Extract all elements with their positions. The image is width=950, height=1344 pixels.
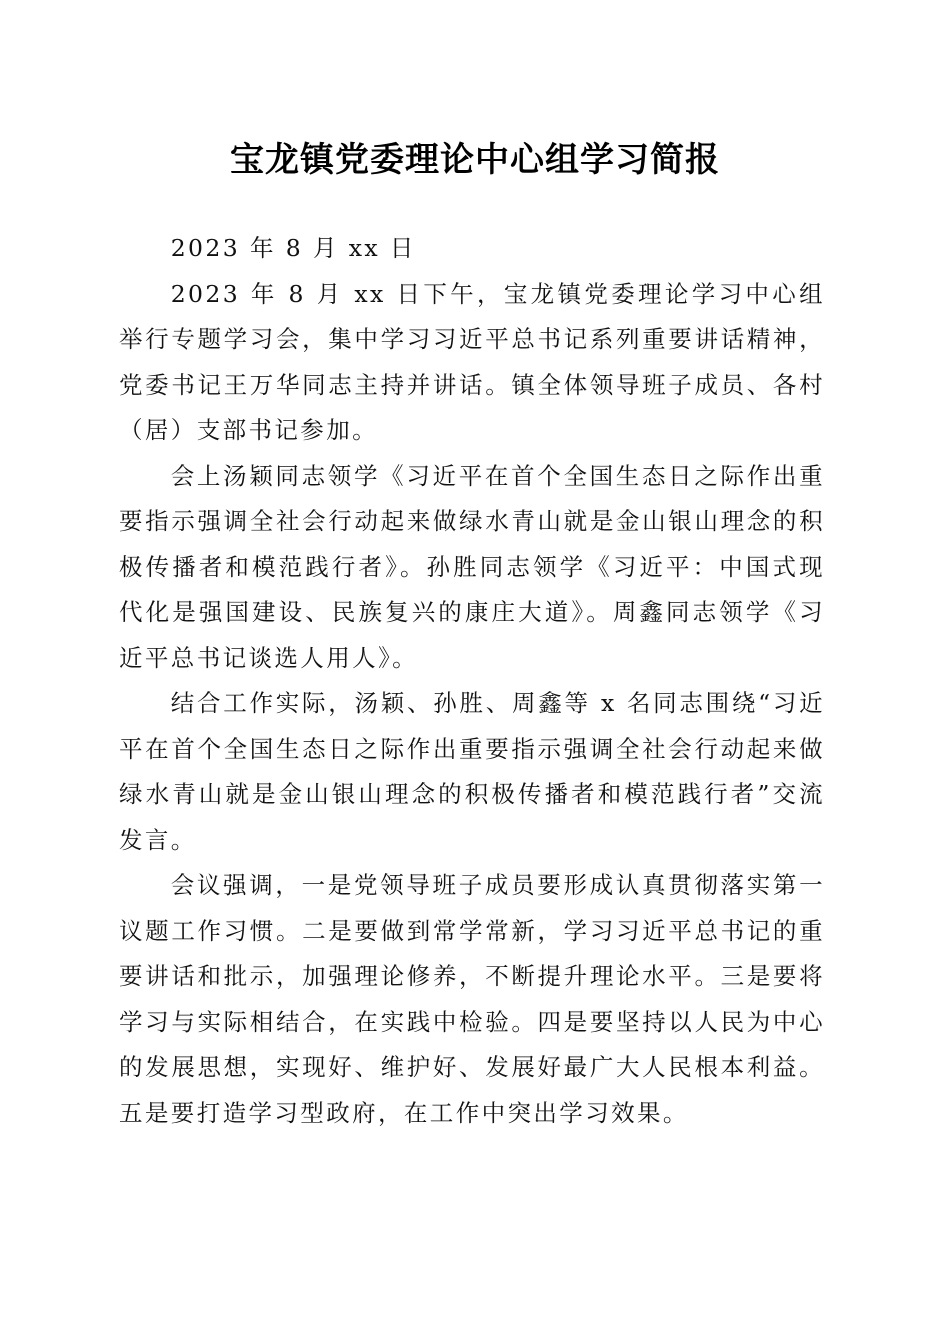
document-title: 宝龙镇党委理论中心组学习简报 [230, 140, 720, 180]
paragraph-3: 结合工作实际，汤颖、孙胜、周鑫等 x 名同志围绕“习近平在首个全国生态日之际作出重要指示强调全社会行动起来做绿水青山就是金山银山理念的积极传播者和模范践行者”交流发言。 [119, 689, 825, 854]
paragraph-1: 2023 年 8 月 xx 日下午，宝龙镇党委理论学习中心组举行专题学习会，集中学习习近平总书记系列重要讲话精神，党委书记王万华同志主持并讲话。镇全体领导班子成员、各村（居）支部书记参加。 [119, 279, 825, 444]
document-date: 2023 年 8 月 xx 日 [170, 234, 416, 262]
document-body [119, 226, 825, 1136]
paragraph-4: 会议强调，一是党领导班子成员要形成认真贯彻落实第一议题工作习惯。二是要做到常学常新，学习习近平总书记的重要讲话和批示，加强理论修养，不断提升理论水平。三是要将学习与实际相结合，在实践中检验。四是要坚持以人民为中心的发展思想，实现好、维护好、发展好最广大人民根本利益。五是要打造学习型政府，在工作中突出学习效果。 [119, 871, 825, 1127]
paragraph-2: 会上汤颖同志领学《习近平在首个全国生态日之际作出重要指示强调全社会行动起来做绿水青山就是金山银山理念的积极传播者和模范践行者》。孙胜同志领学《习近平：中国式现代化是强国建设、民族复兴的康庄大道》。周鑫同志领学《习近平总书记谈选人用人》。 [119, 461, 825, 672]
